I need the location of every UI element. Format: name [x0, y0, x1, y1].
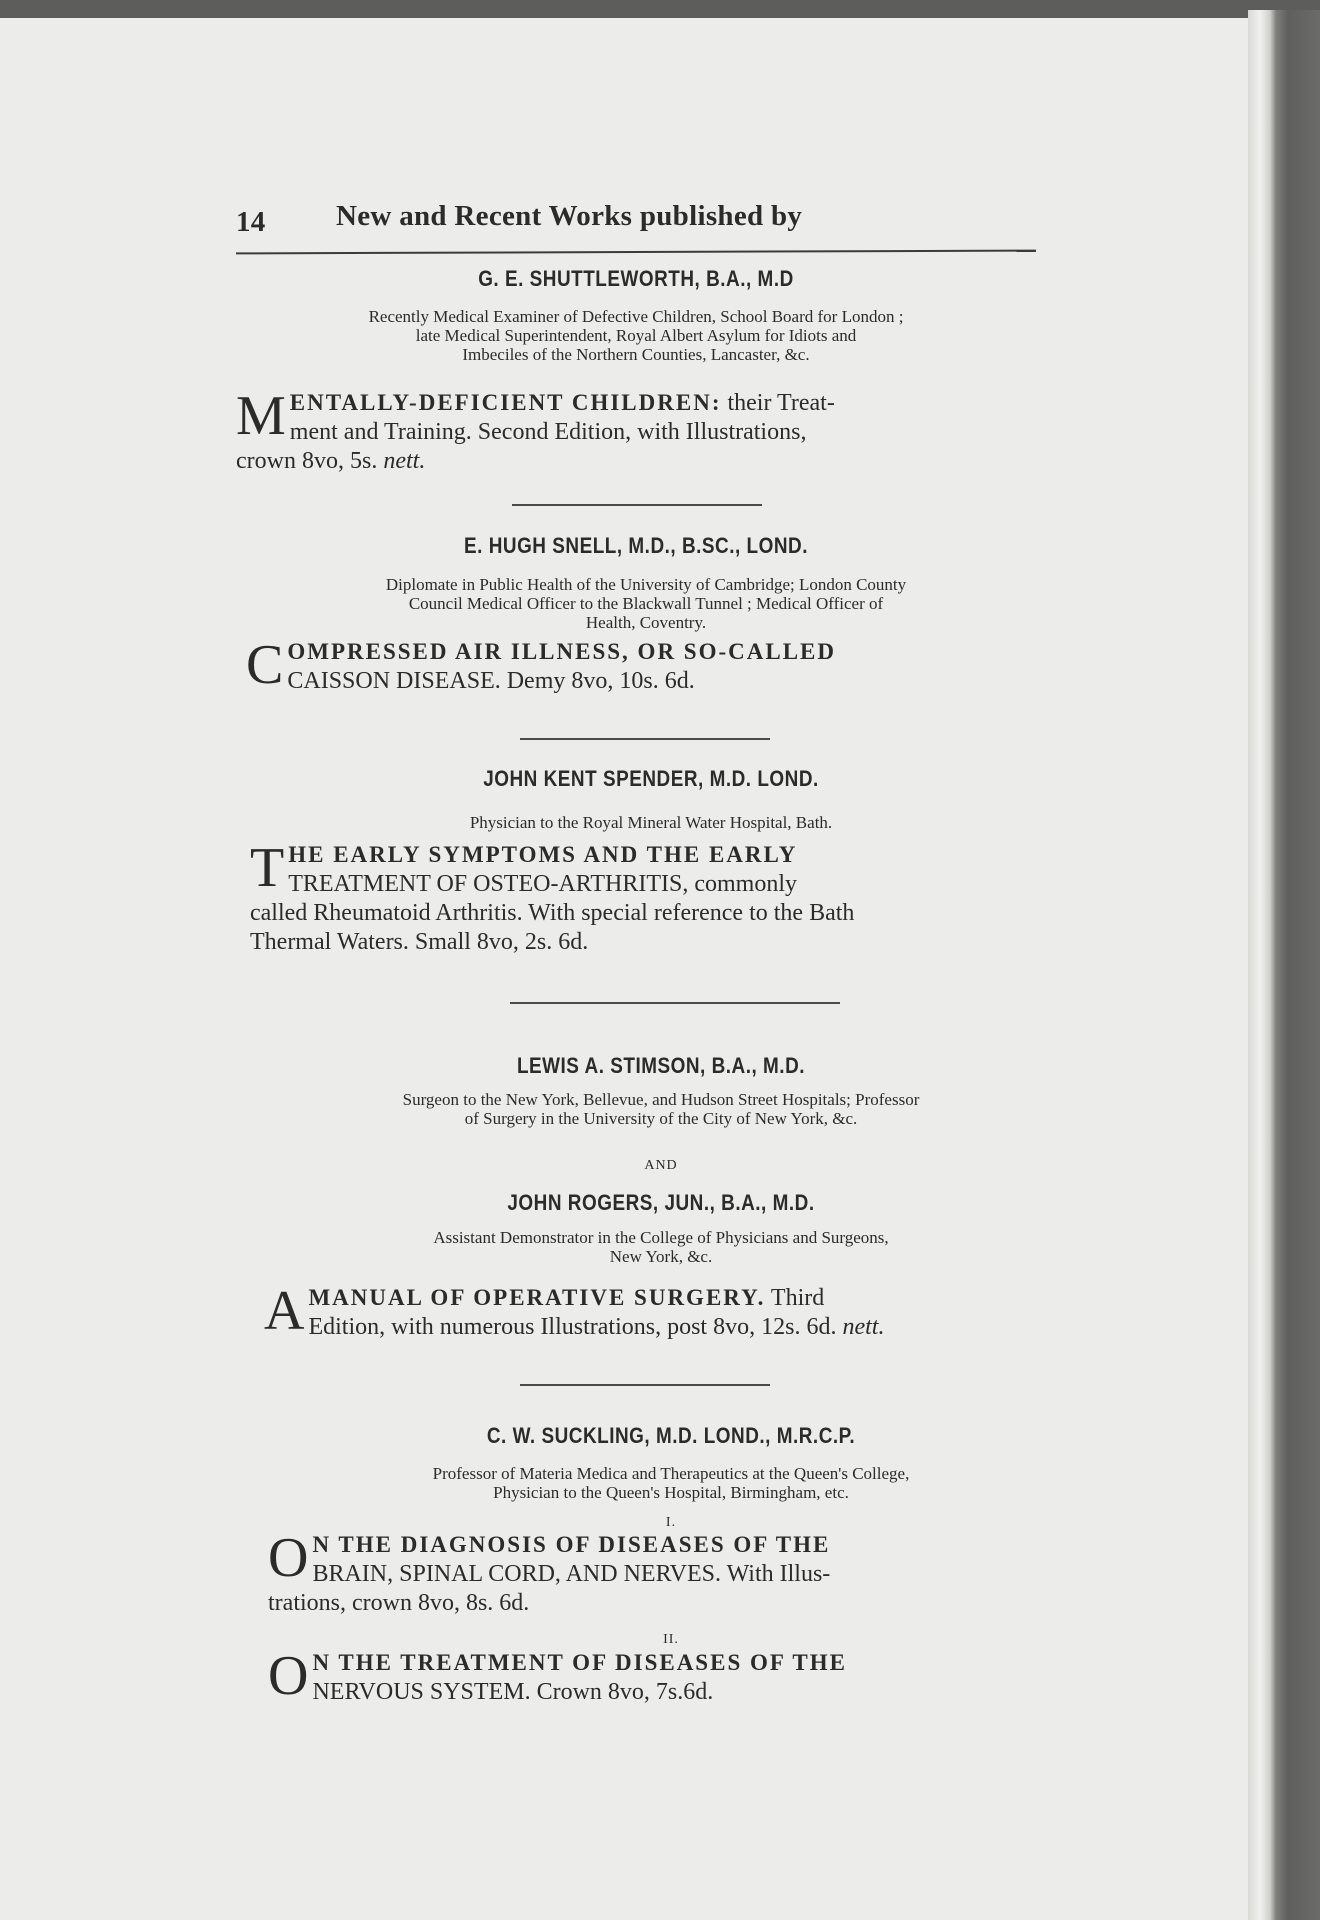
- description-line: Recently Medical Examiner of Defective Children, School Board for London ;: [368, 307, 904, 326]
- description-line: Council Medical Officer to the Blackwall Tunnel ; Medical Officer of: [408, 594, 884, 613]
- work-text: called Rheumatoid Arthritis. With special reference to the Bath: [250, 900, 855, 926]
- work-caps: OMPRESSED AIR ILLNESS, OR SO-CALLED: [287, 639, 837, 664]
- entry-author: LEWIS A. STIMSON, B.A., M.D.: [516, 1053, 806, 1078]
- entry-author: E. HUGH SNELL, M.D., B.SC., LOND.: [464, 533, 808, 558]
- work-caps: HE EARLY SYMPTOMS AND THE EARLY: [288, 842, 798, 867]
- description-line: Imbeciles of the Northern Counties, Lancaster, &c.: [462, 345, 810, 364]
- drop-cap: M: [236, 385, 286, 447]
- work-text: NERVOUS SYSTEM. Crown 8vo, 7s.6d.: [312, 1679, 714, 1705]
- work-text: crown 8vo, 5s.: [236, 448, 384, 474]
- work-title: [250, 837, 1062, 957]
- and-separator: AND: [644, 1158, 678, 1173]
- work-caps: N THE TREATMENT OF DISEASES OF THE: [312, 1650, 847, 1675]
- drop-cap: O: [268, 1645, 309, 1707]
- section-rule: [520, 738, 770, 740]
- entry-description: [266, 1464, 1076, 1502]
- work-text: Thermal Waters. Small 8vo, 2s. 6d.: [250, 929, 589, 955]
- work-title: [268, 1527, 1080, 1618]
- work-text: ment and Training. Second Edition, with Illustrations,: [289, 419, 807, 445]
- work-text-italic: nett.: [842, 1314, 885, 1340]
- work-title: [246, 634, 1056, 696]
- work-caps: N THE DIAGNOSIS OF DISEASES OF THE: [312, 1532, 831, 1557]
- work-text: Edition, with numerous Illustrations, post 8vo, 12s. 6d.: [308, 1314, 843, 1340]
- entry-description: [236, 575, 1056, 632]
- entry-author: G. E. SHUTTLEWORTH, B.A., M.D: [478, 266, 794, 291]
- description-line: New York, &c.: [609, 1247, 713, 1266]
- entry-author: C. W. SUCKLING, M.D. LOND., M.R.C.P.: [486, 1423, 856, 1448]
- drop-cap: O: [268, 1527, 309, 1589]
- page-number: 14: [236, 206, 266, 238]
- work-title: [268, 1645, 1080, 1707]
- description-line: Health, Coventry.: [585, 613, 707, 632]
- work-title: [236, 385, 1036, 476]
- drop-cap: C: [246, 634, 284, 696]
- description-line: Professor of Materia Medica and Therapeutics at the Queen's College,: [432, 1464, 910, 1483]
- entry-description: [236, 307, 1036, 364]
- drop-cap: T: [250, 837, 285, 899]
- roman-numeral: I.: [665, 1515, 677, 1530]
- work-text: Third: [765, 1285, 825, 1311]
- work-caps: ENTALLY-DEFICIENT CHILDREN:: [289, 390, 722, 415]
- description-line: Assistant Demonstrator in the College of Physicians and Surgeons,: [433, 1228, 889, 1247]
- description-line: Physician to the Queen's Hospital, Birmingham, etc.: [493, 1483, 849, 1502]
- entry-description: [256, 1228, 1066, 1266]
- running-head-title: New and Recent Works published by: [336, 200, 803, 232]
- work-text: their Treat-: [721, 390, 835, 416]
- entry-author: JOHN KENT SPENDER, M.D. LOND.: [483, 766, 819, 791]
- work-text: BRAIN, SPINAL CORD, AND NERVES. With Illus-: [312, 1561, 831, 1587]
- work-text: CAISSON DISEASE. Demy 8vo, 10s. 6d.: [287, 668, 695, 694]
- description-line: Diplomate in Public Health of the University of Cambridge; London County: [385, 575, 907, 594]
- section-rule: [510, 1002, 840, 1004]
- section-rule: [520, 1384, 770, 1386]
- work-text: TREATMENT OF OSTEO-ARTHRITIS, commonly: [288, 871, 797, 897]
- roman-numeral: II.: [663, 1632, 679, 1647]
- scan-top-edge: [0, 0, 1320, 18]
- entry-description: [256, 1090, 1066, 1128]
- section-rule: [512, 504, 762, 506]
- description-line: late Medical Superintendent, Royal Albert Asylum for Idiots and: [415, 326, 857, 345]
- entry-author: JOHN ROGERS, JUN., B.A., M.D.: [507, 1190, 815, 1215]
- work-title: [264, 1280, 1074, 1342]
- description-line: Physician to the Royal Mineral Water Hospital, Bath.: [469, 813, 833, 832]
- work-text-italic: nett.: [383, 448, 426, 474]
- running-head: [236, 200, 1036, 240]
- work-caps: MANUAL OF OPERATIVE SURGERY.: [308, 1285, 766, 1310]
- work-text: trations, crown 8vo, 8s. 6d.: [268, 1590, 530, 1616]
- description-line: of Surgery in the University of the City of New York, &c.: [464, 1109, 858, 1128]
- description-line: Surgeon to the New York, Bellevue, and Hudson Street Hospitals; Professor: [402, 1090, 920, 1109]
- drop-cap: A: [264, 1280, 305, 1342]
- entry-description: [246, 813, 1056, 832]
- book-binding-edge: [1248, 10, 1320, 1920]
